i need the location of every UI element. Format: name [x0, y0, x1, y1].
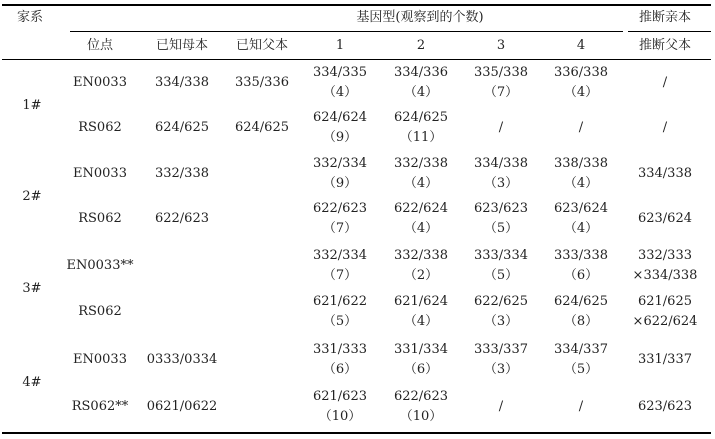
header-family: 家系	[16, 10, 43, 25]
header-inferred-parent: 推断亲本	[638, 10, 691, 25]
genotype-cell: 622/623 （10）	[393, 389, 448, 424]
family-id: 1#	[22, 98, 42, 113]
locus: RS062	[78, 211, 122, 226]
genotype-cell: /	[498, 399, 504, 414]
header-known-father: 已知父本	[235, 38, 288, 53]
locus: EN0033**	[66, 258, 134, 273]
header-bottom-rule	[2, 59, 711, 60]
header-col-2: 2	[416, 38, 426, 53]
inferred-father-cell: /	[662, 120, 668, 135]
genotype-cell: 332/334 （9）	[312, 156, 367, 191]
known-mother: 0621/0622	[146, 399, 218, 414]
family-id: 3#	[22, 281, 42, 296]
genotype-cell: 331/333 （6）	[312, 342, 367, 377]
top-rule	[2, 4, 711, 6]
genotype-cell: 623/624 （4）	[553, 201, 608, 236]
inferred-father-cell: 334/338	[637, 166, 692, 181]
genotype-cell: 622/625 （3）	[473, 294, 528, 329]
genotype-cell: 624/624 （9）	[312, 110, 367, 145]
genotype-cell: 332/334 （7）	[312, 248, 367, 283]
genotype-cell: 332/338 （2）	[393, 248, 448, 283]
known-mother: 334/338	[154, 75, 209, 90]
genotype-cell: 333/334 （5）	[473, 248, 528, 283]
genotype-cell: 335/338 （7）	[473, 65, 528, 100]
genotype-cell: /	[578, 399, 584, 414]
locus: EN0033	[73, 352, 127, 367]
header-locus: 位点	[86, 38, 113, 53]
genotype-cell: 333/338 （6）	[553, 248, 608, 283]
genotype-cell: 334/336 （4）	[393, 65, 448, 100]
genotype-cell: 334/337 （5）	[553, 342, 608, 377]
known-father	[222, 338, 302, 382]
known-mother	[142, 244, 222, 288]
genotype-cell: 621/624 （4）	[393, 294, 448, 329]
inferred-father-cell: 621/625 ×622/624	[632, 294, 698, 329]
genotype-cell: 333/337 （3）	[473, 342, 528, 377]
family-id: 2#	[22, 189, 42, 204]
family-id: 4#	[22, 375, 42, 390]
known-mother	[142, 290, 222, 334]
genotype-cell: 624/625 （11）	[393, 110, 448, 145]
header-col-1: 1	[335, 38, 345, 53]
inferred-father-cell: 623/624	[637, 211, 692, 226]
locus: EN0033	[73, 166, 127, 181]
known-father	[222, 385, 302, 429]
locus: RS062	[78, 304, 122, 319]
known-mother: 622/623	[154, 211, 209, 226]
genotype-cell: 334/338 （3）	[473, 156, 528, 191]
genotype-cell: /	[578, 120, 584, 135]
genotype-group-underline	[70, 31, 623, 32]
inferred-father-cell: 623/623	[637, 399, 692, 414]
genotype-cell: 621/622 （5）	[312, 294, 367, 329]
genotype-cell: 621/623 （10）	[312, 389, 367, 424]
genotype-cell: 622/623 （7）	[312, 201, 367, 236]
inferred-father-cell: 331/337	[637, 352, 692, 367]
known-father: 335/336	[234, 75, 289, 90]
genotype-cell: 624/625 （8）	[553, 294, 608, 329]
genotype-cell: 334/335 （4）	[312, 65, 367, 100]
genotype-cell: 331/334 （6）	[393, 342, 448, 377]
inferred-father-cell: /	[662, 75, 668, 90]
genotype-cell: 622/624 （4）	[393, 201, 448, 236]
bottom-rule	[2, 432, 711, 434]
known-father	[222, 290, 302, 334]
locus: RS062	[78, 120, 122, 135]
header-known-mother: 已知母本	[155, 38, 208, 53]
genotype-cell: 332/338 （4）	[393, 156, 448, 191]
header-inferred-father: 推断父本	[638, 38, 691, 53]
known-father: 624/625	[234, 120, 289, 135]
known-mother: 624/625	[154, 120, 209, 135]
known-mother: 332/338	[154, 166, 209, 181]
header-col-4: 4	[576, 38, 586, 53]
locus: RS062**	[71, 399, 129, 414]
known-father	[222, 244, 302, 288]
known-mother: 0333/0334	[146, 352, 218, 367]
locus: EN0033	[73, 75, 127, 90]
genotype-cell: 338/338 （4）	[553, 156, 608, 191]
genotype-cell: 623/623 （5）	[473, 201, 528, 236]
known-father	[222, 197, 302, 241]
genotype-cell: /	[498, 120, 504, 135]
inferred-parent-underline	[628, 31, 711, 32]
header-genotype-group: 基因型(观察到的个数)	[356, 10, 484, 25]
inferred-father-cell: 332/333 ×334/338	[632, 248, 698, 283]
known-father	[222, 152, 302, 196]
header-col-3: 3	[496, 38, 506, 53]
genotype-cell: 336/338 （4）	[553, 65, 608, 100]
